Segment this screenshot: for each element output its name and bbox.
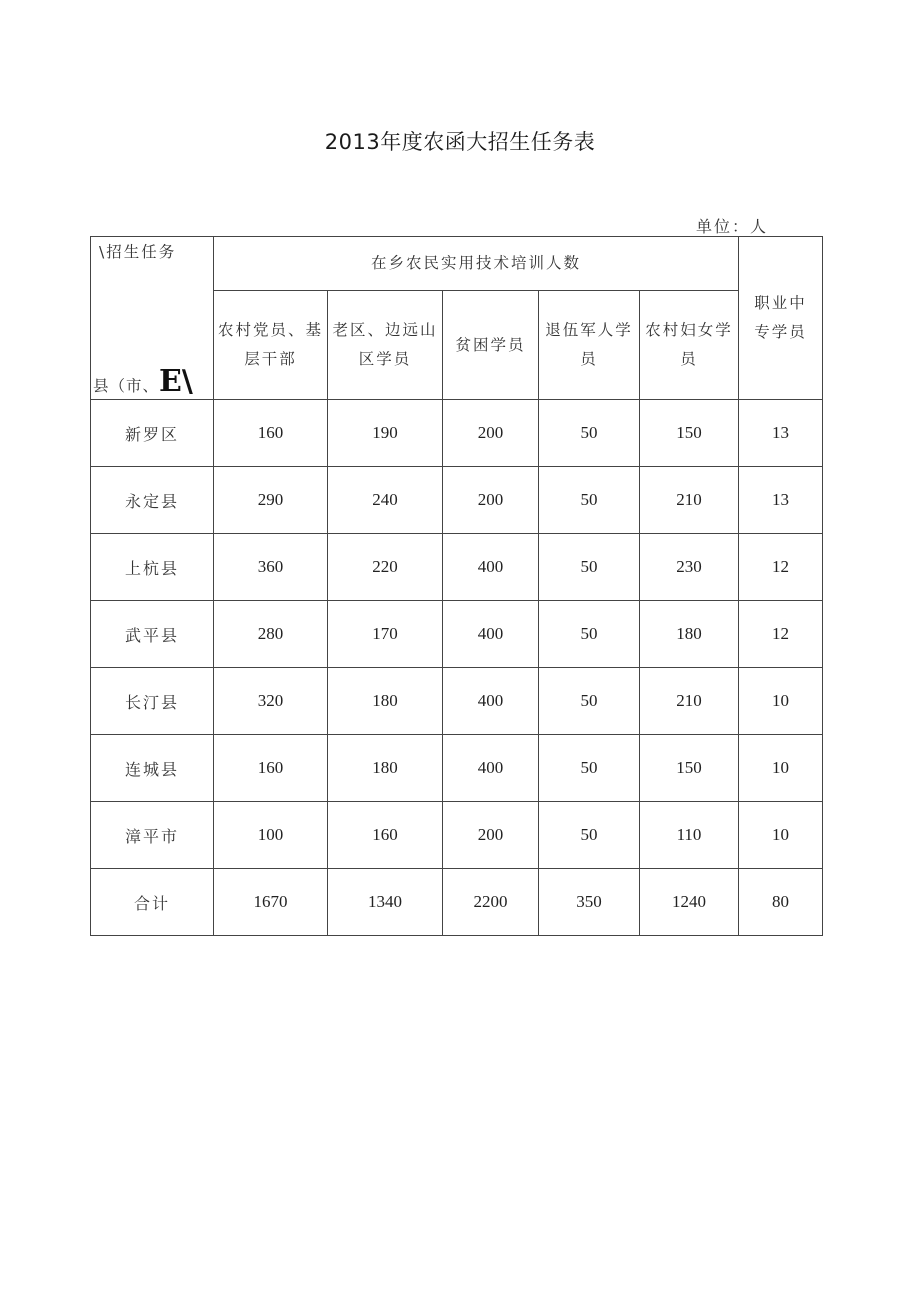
value-cell: 1240 [640,869,739,936]
value-cell: 10 [739,802,823,869]
value-cell: 80 [739,869,823,936]
county-name: 连城县 [91,735,214,802]
value-cell: 400 [443,601,539,668]
value-cell: 200 [443,400,539,467]
value-cell: 320 [214,668,328,735]
value-cell: 1670 [214,869,328,936]
corner-header-bottom [93,364,193,399]
value-cell: 170 [328,601,443,668]
column-header: 农村妇女学员 [640,291,739,400]
value-cell: 10 [739,668,823,735]
table-body [91,400,823,936]
value-cell: 200 [443,467,539,534]
value-cell: 150 [640,735,739,802]
value-cell: 50 [539,467,640,534]
value-cell: 150 [640,400,739,467]
value-cell: 210 [640,467,739,534]
value-cell: 100 [214,802,328,869]
county-name: 新罗区 [91,400,214,467]
value-cell: 240 [328,467,443,534]
value-cell: 400 [443,735,539,802]
corner-header-bottom-mark: E\ [159,364,193,399]
table-row [91,534,823,601]
value-cell: 2200 [443,869,539,936]
value-cell: 12 [739,534,823,601]
value-cell: 200 [443,802,539,869]
value-cell: 350 [539,869,640,936]
value-cell: 50 [539,534,640,601]
value-cell: 110 [640,802,739,869]
table-row [91,601,823,668]
page-title: 2013年度农函大招生任务表 [324,130,596,154]
value-cell: 50 [539,802,640,869]
value-cell: 13 [739,467,823,534]
value-cell: 220 [328,534,443,601]
value-cell: 180 [640,601,739,668]
column-header: 农村党员、基层干部 [214,291,328,400]
value-cell: 160 [214,735,328,802]
table-row [91,467,823,534]
county-name: 长汀县 [91,668,214,735]
value-cell: 280 [214,601,328,668]
value-cell: 10 [739,735,823,802]
table-row [91,400,823,467]
value-cell: 50 [539,400,640,467]
county-name: 合计 [91,869,214,936]
table-row [91,802,823,869]
column-header: 老区、边远山区学员 [328,291,443,400]
value-cell: 400 [443,668,539,735]
table-row [91,735,823,802]
value-cell: 13 [739,400,823,467]
group-header: 在乡农民实用技术培训人数 [214,237,739,291]
county-name: 武平县 [91,601,214,668]
corner-header-top: \招生任务 [99,243,177,261]
header-row-1 [91,237,823,291]
vocational-header: 职业中专学员 [739,237,823,400]
value-cell: 190 [328,400,443,467]
county-name: 上杭县 [91,534,214,601]
county-name: 永定县 [91,467,214,534]
quota-table [90,236,823,936]
column-header: 贫困学员 [443,291,539,400]
value-cell: 360 [214,534,328,601]
value-cell: 180 [328,735,443,802]
corner-header-cell [91,237,214,400]
value-cell: 50 [539,735,640,802]
table-row [91,668,823,735]
value-cell: 210 [640,668,739,735]
value-cell: 160 [328,802,443,869]
value-cell: 50 [539,668,640,735]
value-cell: 160 [214,400,328,467]
corner-header-bottom-text: 县（市、 [93,377,160,395]
value-cell: 180 [328,668,443,735]
value-cell: 1340 [328,869,443,936]
value-cell: 400 [443,534,539,601]
total-row [91,869,823,936]
county-name: 漳平市 [91,802,214,869]
value-cell: 50 [539,601,640,668]
column-header: 退伍军人学员 [539,291,640,400]
unit-note: 单位：人 [695,217,768,236]
value-cell: 290 [214,467,328,534]
value-cell: 12 [739,601,823,668]
value-cell: 230 [640,534,739,601]
